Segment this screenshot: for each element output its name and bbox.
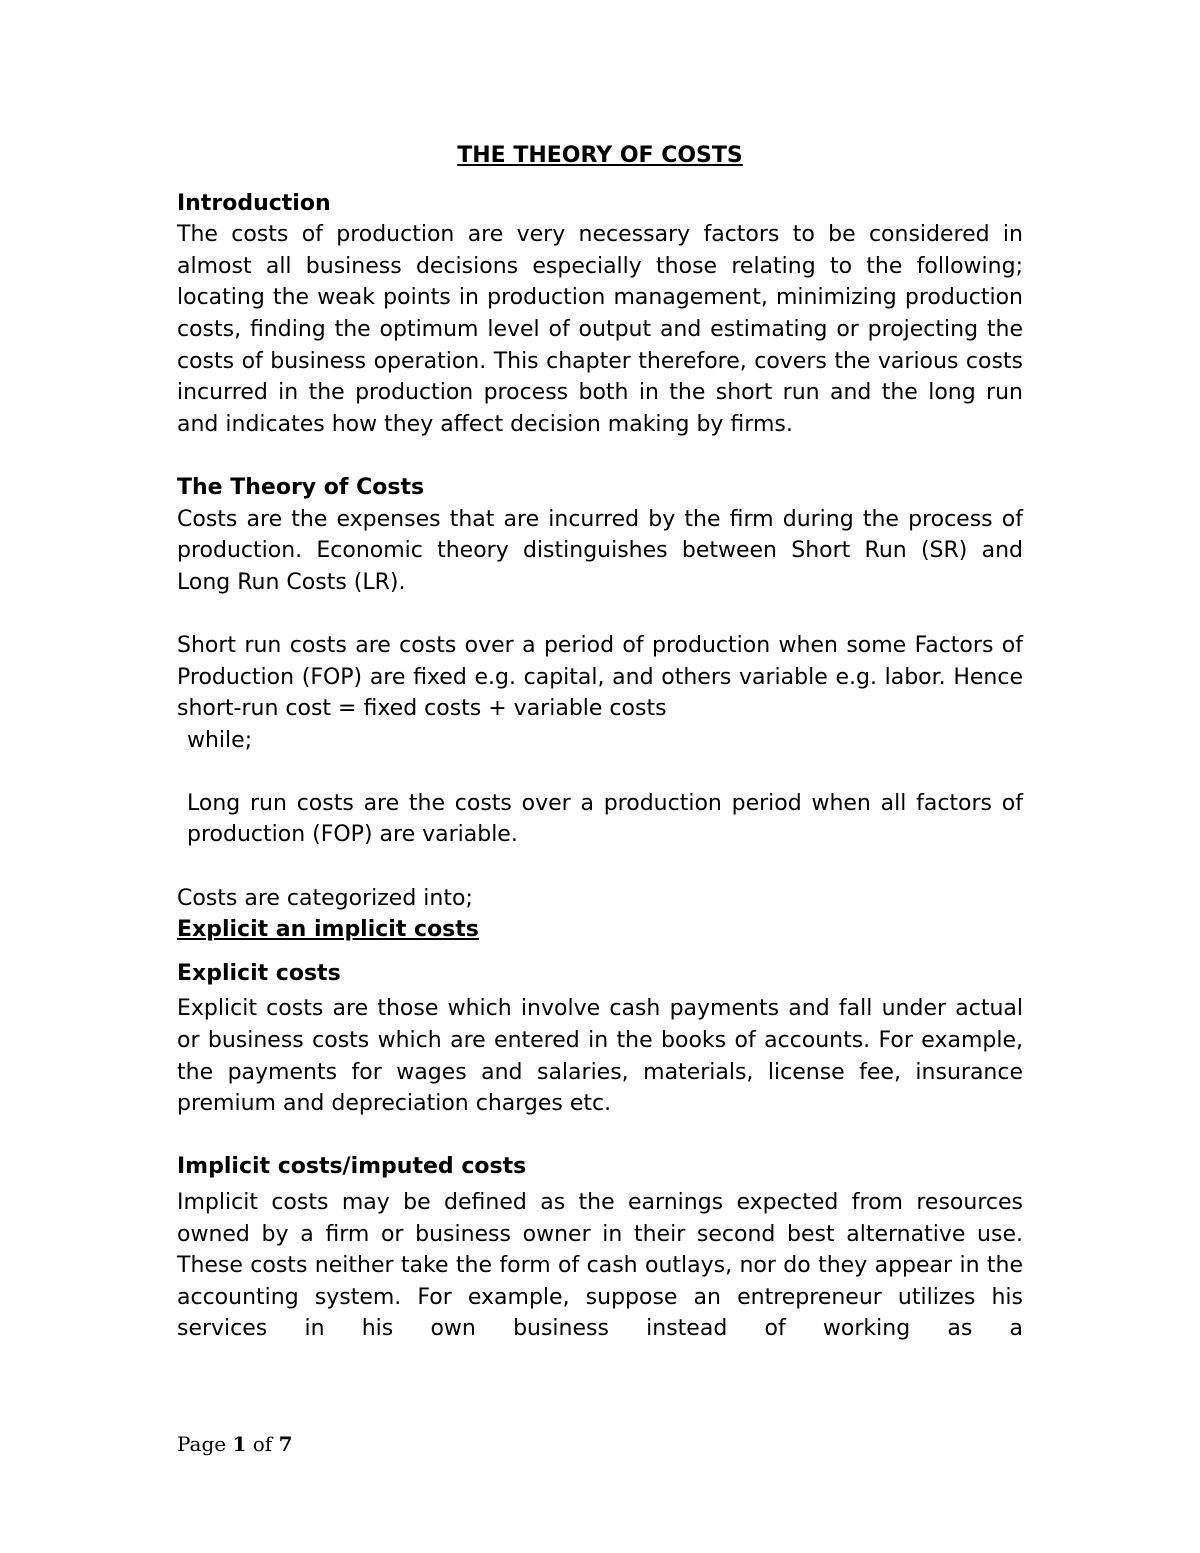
spacer: [177, 1120, 1023, 1152]
spacer: [177, 946, 1023, 958]
implicit-costs-heading: Implicit costs/imputed costs: [177, 1154, 527, 1180]
page-word: Page: [177, 1432, 227, 1456]
spacer: [177, 598, 1023, 630]
long-run-paragraph: Long run costs are the costs over a production period when all factors of production (FOP) are variable.: [187, 790, 1023, 848]
explicit-costs-paragraph: Explicit costs are those which involve cash payments and fall under actual or business costs which are entered in the books of accounts. For example, the payments for wages and salaries, materials, license fee, insurance premium and depreciation charges etc.: [177, 996, 1023, 1117]
page-number: 1: [232, 1432, 247, 1456]
explicit-costs-heading: Explicit costs: [177, 960, 341, 986]
explicit-implicit-heading: Explicit an implicit costs: [177, 917, 479, 943]
total-pages: 7: [278, 1432, 293, 1456]
page-footer: [177, 1430, 293, 1458]
spacer: [177, 440, 1023, 472]
short-run-paragraph: Short run costs are costs over a period of production when some Factors of Production (FOP) are fixed e.g. capital, and others variable e.g. labor. Hence short-run cost = fixed costs + variable costs: [177, 632, 1023, 722]
of-word: of: [252, 1432, 273, 1456]
spacer: [177, 756, 1023, 788]
while-text: while;: [187, 727, 253, 753]
document-page: [177, 140, 1023, 1345]
theory-of-costs-paragraph: Costs are the expenses that are incurred by the firm during the process of production. Economic theory distinguishes between Short Run (SR) and Long Run Costs (LR).: [177, 506, 1023, 595]
document-title: THE THEORY OF COSTS: [457, 143, 743, 168]
implicit-costs-paragraph: Implicit costs may be defined as the earnings expected from resources owned by a firm or business owner in their second best alternative use. These costs neither take the form of cash outlays, nor do they appear in the accounting system. For example, suppose an entrepreneur utilizes his services in his own business instead of working as a: [177, 1190, 1023, 1342]
categories-intro: Costs are categorized into;: [177, 885, 473, 911]
spacer: [177, 851, 1023, 883]
theory-of-costs-heading: The Theory of Costs: [177, 474, 425, 500]
introduction-heading: Introduction: [177, 190, 331, 216]
introduction-paragraph: The costs of production are very necessary factors to be considered in almost all business decisions especially those relating to the following; locating the weak points in production management, minimizing production costs, finding the optimum level of output and estimating or projecting the costs of business operation. This chapter therefore, covers the various costs incurred in the production process both in the short run and the long run and indicates how they affect decision making by firms.: [177, 222, 1023, 437]
